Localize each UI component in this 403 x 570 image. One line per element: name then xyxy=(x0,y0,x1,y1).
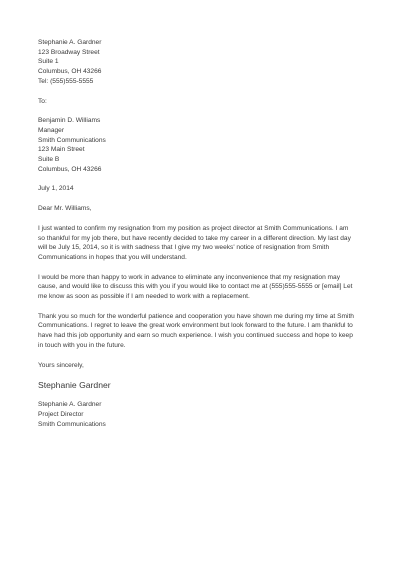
sender-address xyxy=(38,38,368,87)
sender-name: Stephanie A. Gardner xyxy=(38,39,102,46)
body-line: cause, and would like to discuss this with you if you would like to contact me at (555)555-5555 or [email] Let xyxy=(38,283,353,291)
letter-date: July 1, 2014 xyxy=(38,185,74,193)
body-paragraph-3 xyxy=(38,312,368,351)
body-line: me know as soon as possible if I am needed to work with a replacement. xyxy=(38,293,250,301)
closing: Yours sincerely, xyxy=(38,361,84,369)
recipient-street: 123 Main Street xyxy=(38,146,85,154)
recipient-title: Manager xyxy=(38,126,65,134)
signature: Stephanie Gardner xyxy=(38,380,111,391)
salutation: Dear Mr. Williams, xyxy=(38,205,92,213)
recipient-address xyxy=(38,116,368,174)
body-line: I just wanted to confirm my resignation from my position as project director at Smith Communications. I am xyxy=(38,224,349,232)
recipient-suite: Suite B xyxy=(38,156,60,164)
recipient-name: Benjamin D. Williams xyxy=(38,117,101,125)
sender-city: Columbus, OH 43266 xyxy=(38,68,102,76)
body-paragraph-1 xyxy=(38,224,368,263)
body-line: Communications in hopes that you will understand. xyxy=(38,253,187,261)
body-line: Thank you so much for the wonderful patience and cooperation you have shown me during my time at Smith xyxy=(38,312,354,320)
signoff-company: Smith Communications xyxy=(38,420,106,428)
recipient-company: Smith Communications xyxy=(38,136,106,144)
body-line: will be July 15, 2014, so it is with sadness that I give my two weeks' notice of resignation from Smith xyxy=(38,244,330,252)
body-line: in touch with you in the future. xyxy=(38,341,126,349)
body-line: so thankful for my job there, but have recently decided to take my career in a different direction. My last day xyxy=(38,234,351,242)
body-line: have had this job opportunity and earn so much experience. I wish you continued success and hope to keep xyxy=(38,332,353,340)
body-paragraph-2 xyxy=(38,273,368,302)
resignation-letter xyxy=(38,38,368,429)
sender-suite: Suite 1 xyxy=(38,58,59,66)
body-line: Communications. I regret to leave the great work environment but look forward to the future. I am thankful to xyxy=(38,322,353,330)
signoff-title: Project Director xyxy=(38,410,84,418)
signoff-name: Stephanie A. Gardner xyxy=(38,401,102,409)
to-label: To: xyxy=(38,97,47,105)
signoff-block xyxy=(38,400,368,429)
body-line: I would be more than happy to work in advance to eliminate any inconvenience that my resignation may xyxy=(38,273,341,281)
sender-street: 123 Broadway Street xyxy=(38,48,100,56)
sender-tel: Tel: (555)555-5555 xyxy=(38,77,94,85)
recipient-city: Columbus, OH 43266 xyxy=(38,165,102,173)
